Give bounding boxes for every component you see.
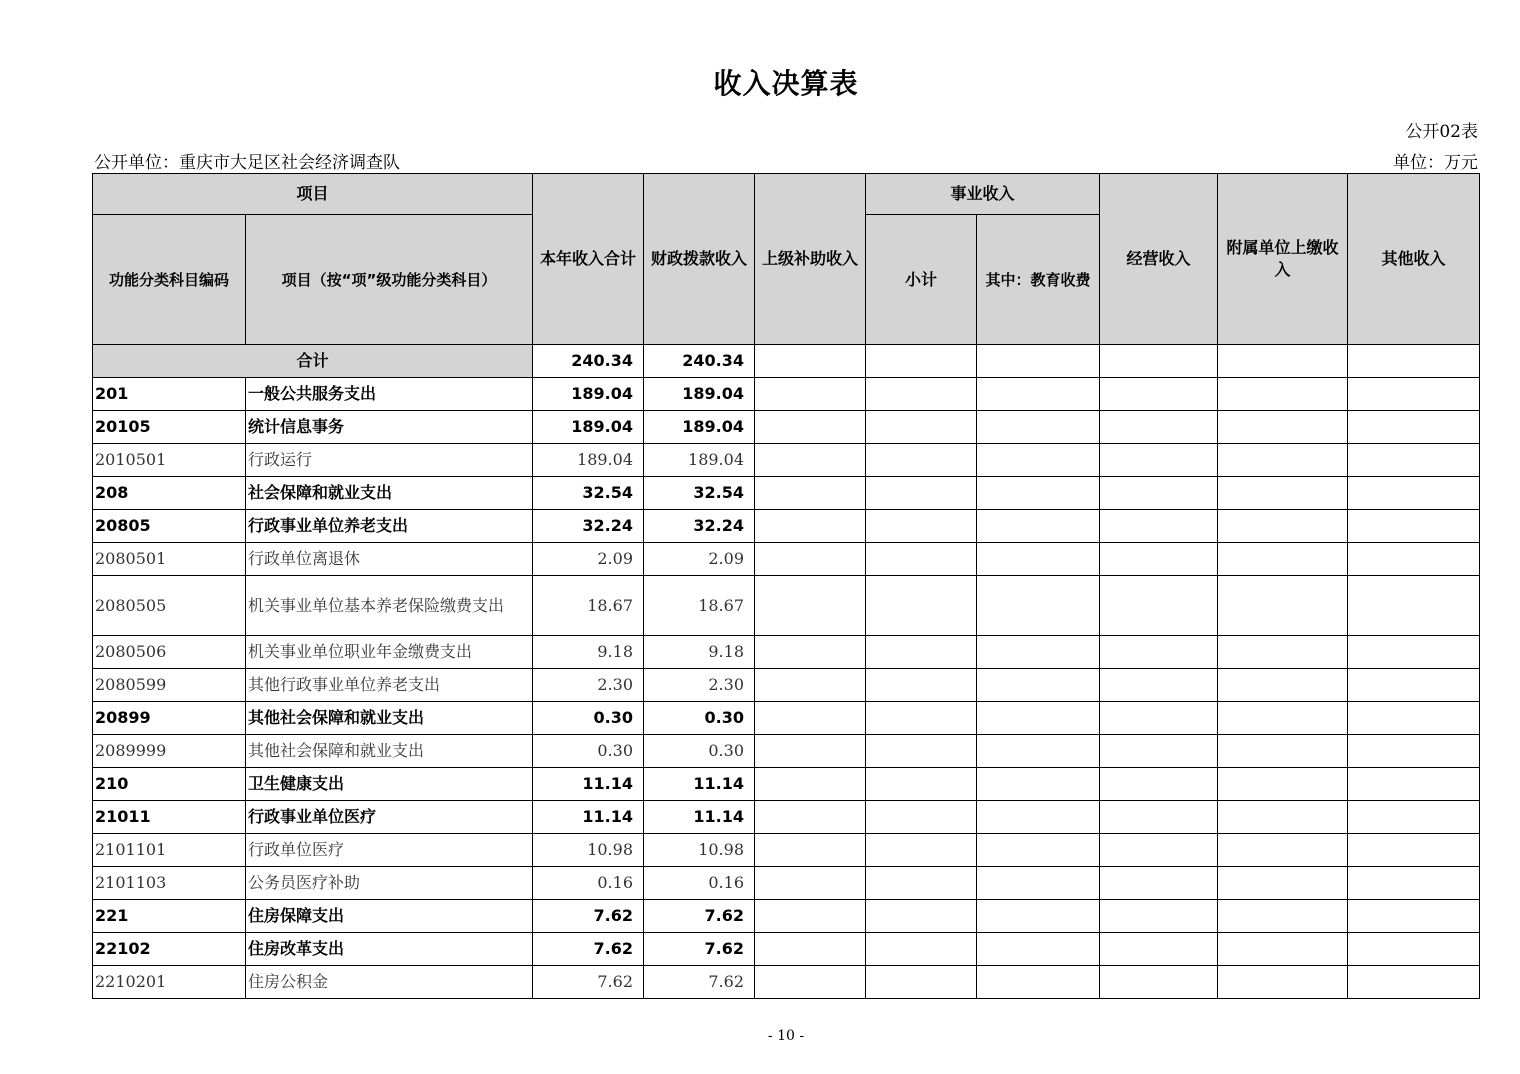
- cell-empty: [866, 933, 977, 966]
- cell-empty: [1348, 543, 1480, 576]
- cell-empty: [977, 576, 1100, 636]
- cell-empty: [1218, 900, 1348, 933]
- cell-empty: [755, 801, 866, 834]
- row-total: 7.62: [533, 933, 644, 966]
- row-fiscal: 189.04: [644, 444, 755, 477]
- row-code: 2101101: [93, 834, 246, 867]
- cell-empty: [755, 966, 866, 999]
- cell-empty: [1218, 636, 1348, 669]
- table-row: [93, 801, 1480, 834]
- cell-empty: [1348, 636, 1480, 669]
- cell-empty: [1348, 801, 1480, 834]
- cell-empty: [1348, 867, 1480, 900]
- total-label: 合计: [93, 345, 533, 378]
- row-total: 0.30: [533, 735, 644, 768]
- table-body: [93, 345, 1480, 999]
- header-subsidy: 上级补助收入: [755, 174, 866, 345]
- row-total: 18.67: [533, 576, 644, 636]
- cell-empty: [1348, 933, 1480, 966]
- cell-empty: [1100, 834, 1218, 867]
- row-code: 2210201: [93, 966, 246, 999]
- row-name: 行政事业单位养老支出: [246, 510, 533, 543]
- row-total: 10.98: [533, 834, 644, 867]
- cell-empty: [1100, 801, 1218, 834]
- row-fiscal: 9.18: [644, 636, 755, 669]
- income-table: [92, 173, 1480, 999]
- cell-empty: [1218, 867, 1348, 900]
- cell-empty: [1218, 834, 1348, 867]
- cell-empty: [755, 669, 866, 702]
- cell-empty: [755, 933, 866, 966]
- row-fiscal: 0.16: [644, 867, 755, 900]
- row-fiscal: 189.04: [644, 378, 755, 411]
- cell-empty: [755, 702, 866, 735]
- row-total: 7.62: [533, 966, 644, 999]
- total-fiscal: 240.34: [644, 345, 755, 378]
- cell-empty: [866, 768, 977, 801]
- cell-empty: [1218, 576, 1348, 636]
- cell-empty: [866, 411, 977, 444]
- cell-empty: [1218, 444, 1348, 477]
- cell-empty: [1348, 702, 1480, 735]
- cell-empty: [977, 477, 1100, 510]
- cell-empty: [977, 834, 1100, 867]
- cell-empty: [1218, 411, 1348, 444]
- cell-empty: [866, 735, 977, 768]
- row-code: 22102: [93, 933, 246, 966]
- cell-empty: [1100, 735, 1218, 768]
- row-code: 2080501: [93, 543, 246, 576]
- cell-empty: [1218, 735, 1348, 768]
- row-fiscal: 0.30: [644, 702, 755, 735]
- cell-empty: [755, 444, 866, 477]
- header-affiliate: 附属单位上缴收入: [1218, 174, 1348, 345]
- cell-empty: [1348, 378, 1480, 411]
- row-fiscal: 7.62: [644, 933, 755, 966]
- cell-empty: [1348, 966, 1480, 999]
- table-row: [93, 867, 1480, 900]
- total-row: [93, 345, 1480, 378]
- cell-empty: [1100, 867, 1218, 900]
- cell-empty: [977, 867, 1100, 900]
- cell-empty: [866, 444, 977, 477]
- table-row: [93, 543, 1480, 576]
- cell-empty: [755, 735, 866, 768]
- row-code: 20805: [93, 510, 246, 543]
- row-fiscal: 32.24: [644, 510, 755, 543]
- row-name: 其他社会保障和就业支出: [246, 702, 533, 735]
- row-total: 11.14: [533, 768, 644, 801]
- row-total: 0.16: [533, 867, 644, 900]
- header-business: 事业收入: [866, 174, 1100, 215]
- row-name: 行政单位离退休: [246, 543, 533, 576]
- cell-empty: [866, 378, 977, 411]
- table-row: [93, 834, 1480, 867]
- cell-empty: [977, 378, 1100, 411]
- table-row: [93, 378, 1480, 411]
- cell-empty: [866, 801, 977, 834]
- table-row: [93, 702, 1480, 735]
- row-fiscal: 10.98: [644, 834, 755, 867]
- table-row: [93, 768, 1480, 801]
- page-number: - 10 -: [767, 1028, 805, 1044]
- cell-empty: [1348, 477, 1480, 510]
- cell-empty: [866, 834, 977, 867]
- cell-empty: [977, 345, 1100, 378]
- cell-empty: [1348, 411, 1480, 444]
- cell-empty: [1218, 510, 1348, 543]
- cell-empty: [866, 345, 977, 378]
- row-code: 2010501: [93, 444, 246, 477]
- cell-empty: [1100, 543, 1218, 576]
- row-total: 11.14: [533, 801, 644, 834]
- table-row: [93, 900, 1480, 933]
- row-total: 32.24: [533, 510, 644, 543]
- table-row: [93, 669, 1480, 702]
- cell-empty: [1348, 576, 1480, 636]
- cell-empty: [755, 345, 866, 378]
- cell-empty: [1218, 543, 1348, 576]
- header-subtotal: 小计: [866, 215, 977, 345]
- row-name: 卫生健康支出: [246, 768, 533, 801]
- row-name: 住房公积金: [246, 966, 533, 999]
- row-name: 公务员医疗补助: [246, 867, 533, 900]
- cell-empty: [977, 444, 1100, 477]
- header-name: 项目（按“项”级功能分类科目）: [246, 215, 533, 345]
- cell-empty: [977, 768, 1100, 801]
- row-total: 7.62: [533, 900, 644, 933]
- row-fiscal: 7.62: [644, 966, 755, 999]
- row-name: 住房改革支出: [246, 933, 533, 966]
- cell-empty: [866, 636, 977, 669]
- row-total: 9.18: [533, 636, 644, 669]
- cell-empty: [977, 801, 1100, 834]
- row-total: 2.09: [533, 543, 644, 576]
- table-row: [93, 636, 1480, 669]
- cell-empty: [1218, 702, 1348, 735]
- row-fiscal: 32.54: [644, 477, 755, 510]
- cell-empty: [755, 576, 866, 636]
- cell-empty: [977, 510, 1100, 543]
- table-row: [93, 933, 1480, 966]
- cell-empty: [977, 543, 1100, 576]
- cell-empty: [755, 510, 866, 543]
- cell-empty: [1218, 966, 1348, 999]
- row-total: 2.30: [533, 669, 644, 702]
- cell-empty: [977, 411, 1100, 444]
- cell-empty: [1348, 768, 1480, 801]
- cell-empty: [1100, 510, 1218, 543]
- cell-empty: [755, 900, 866, 933]
- cell-empty: [866, 702, 977, 735]
- cell-empty: [1218, 345, 1348, 378]
- row-name: 社会保障和就业支出: [246, 477, 533, 510]
- cell-empty: [1100, 669, 1218, 702]
- cell-empty: [755, 378, 866, 411]
- row-fiscal: 2.30: [644, 669, 755, 702]
- row-fiscal: 2.09: [644, 543, 755, 576]
- cell-empty: [866, 867, 977, 900]
- cell-empty: [1100, 576, 1218, 636]
- cell-empty: [1348, 510, 1480, 543]
- table-row: [93, 510, 1480, 543]
- row-code: 2080506: [93, 636, 246, 669]
- row-code: 21011: [93, 801, 246, 834]
- row-name: 行政运行: [246, 444, 533, 477]
- cell-empty: [977, 735, 1100, 768]
- table-row: [93, 411, 1480, 444]
- cell-empty: [755, 636, 866, 669]
- cell-empty: [1100, 636, 1218, 669]
- cell-empty: [1348, 345, 1480, 378]
- cell-empty: [1348, 669, 1480, 702]
- form-number: 公开02表: [1405, 122, 1478, 142]
- row-code: 2080599: [93, 669, 246, 702]
- cell-empty: [866, 669, 977, 702]
- cell-empty: [1100, 378, 1218, 411]
- row-code: 208: [93, 477, 246, 510]
- row-name: 住房保障支出: [246, 900, 533, 933]
- currency-unit: 单位：万元: [1393, 153, 1478, 173]
- table-row: [93, 576, 1480, 636]
- header-project: 项目: [93, 174, 533, 215]
- cell-empty: [1218, 933, 1348, 966]
- cell-empty: [1100, 768, 1218, 801]
- cell-empty: [977, 966, 1100, 999]
- row-code: 20899: [93, 702, 246, 735]
- header-other: 其他收入: [1348, 174, 1480, 345]
- cell-empty: [977, 669, 1100, 702]
- row-fiscal: 189.04: [644, 411, 755, 444]
- table-row: [93, 966, 1480, 999]
- cell-empty: [1100, 345, 1218, 378]
- cell-empty: [1348, 444, 1480, 477]
- cell-empty: [1100, 477, 1218, 510]
- row-total: 32.54: [533, 477, 644, 510]
- cell-empty: [1218, 378, 1348, 411]
- cell-empty: [866, 477, 977, 510]
- row-total: 0.30: [533, 702, 644, 735]
- row-name: 机关事业单位基本养老保险缴费支出: [246, 576, 533, 636]
- cell-empty: [755, 834, 866, 867]
- cell-empty: [1100, 900, 1218, 933]
- row-name: 机关事业单位职业年金缴费支出: [246, 636, 533, 669]
- cell-empty: [755, 768, 866, 801]
- row-code: 2101103: [93, 867, 246, 900]
- header-fiscal: 财政拨款收入: [644, 174, 755, 345]
- row-name: 其他行政事业单位养老支出: [246, 669, 533, 702]
- cell-empty: [1348, 900, 1480, 933]
- cell-empty: [1218, 477, 1348, 510]
- cell-empty: [755, 543, 866, 576]
- header-operation: 经营收入: [1100, 174, 1218, 345]
- cell-empty: [1218, 669, 1348, 702]
- cell-empty: [1100, 933, 1218, 966]
- cell-empty: [1100, 966, 1218, 999]
- cell-empty: [866, 576, 977, 636]
- page-title: 收入决算表: [713, 67, 859, 100]
- cell-empty: [977, 636, 1100, 669]
- row-code: 201: [93, 378, 246, 411]
- table-row: [93, 477, 1480, 510]
- header-total: 本年收入合计: [533, 174, 644, 345]
- row-fiscal: 11.14: [644, 768, 755, 801]
- cell-empty: [1100, 444, 1218, 477]
- row-name: 一般公共服务支出: [246, 378, 533, 411]
- cell-empty: [755, 411, 866, 444]
- row-code: 221: [93, 900, 246, 933]
- table-row: [93, 444, 1480, 477]
- cell-empty: [977, 702, 1100, 735]
- cell-empty: [866, 966, 977, 999]
- row-name: 统计信息事务: [246, 411, 533, 444]
- row-total: 189.04: [533, 444, 644, 477]
- row-fiscal: 7.62: [644, 900, 755, 933]
- table-row: [93, 735, 1480, 768]
- cell-empty: [1218, 768, 1348, 801]
- row-code: 20105: [93, 411, 246, 444]
- row-name: 其他社会保障和就业支出: [246, 735, 533, 768]
- row-fiscal: 18.67: [644, 576, 755, 636]
- cell-empty: [1100, 702, 1218, 735]
- cell-empty: [1348, 834, 1480, 867]
- cell-empty: [977, 933, 1100, 966]
- row-total: 189.04: [533, 378, 644, 411]
- row-name: 行政事业单位医疗: [246, 801, 533, 834]
- row-code: 2080505: [93, 576, 246, 636]
- cell-empty: [977, 900, 1100, 933]
- row-name: 行政单位医疗: [246, 834, 533, 867]
- cell-empty: [866, 543, 977, 576]
- cell-empty: [1348, 735, 1480, 768]
- header-code: 功能分类科目编码: [93, 215, 246, 345]
- cell-empty: [755, 867, 866, 900]
- row-total: 189.04: [533, 411, 644, 444]
- row-fiscal: 0.30: [644, 735, 755, 768]
- total-income: 240.34: [533, 345, 644, 378]
- cell-empty: [1218, 801, 1348, 834]
- header-education: 其中：教育收费: [977, 215, 1100, 345]
- row-code: 210: [93, 768, 246, 801]
- cell-empty: [1100, 411, 1218, 444]
- table-header: [93, 174, 1480, 345]
- reporting-unit: 公开单位：重庆市大足区社会经济调查队: [94, 153, 400, 173]
- row-fiscal: 11.14: [644, 801, 755, 834]
- cell-empty: [866, 900, 977, 933]
- cell-empty: [866, 510, 977, 543]
- cell-empty: [755, 477, 866, 510]
- row-code: 2089999: [93, 735, 246, 768]
